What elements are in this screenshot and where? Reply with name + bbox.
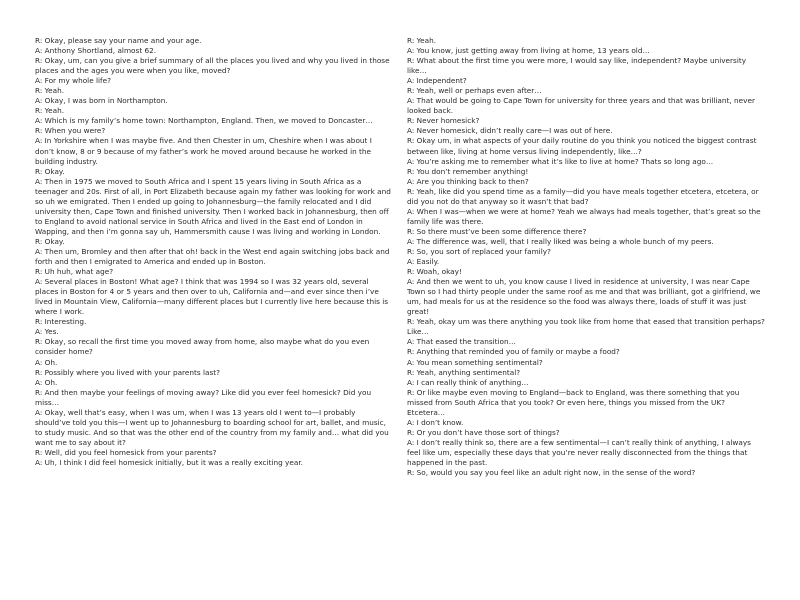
transcript-line: R: Okay. (35, 166, 65, 176)
transcript-line: A: I don’t really think so, there are a few sentimental—I can’t really think of anything, I always feel like um, especially these days that you’re never really disconnected from the things that happened in the past. (407, 437, 751, 467)
transcript-line: R: And then maybe your feelings of moving away? Like did you ever feel homesick? Did you miss… (35, 387, 372, 407)
transcript-line: R: Okay, um, can you give a brief summary of all the places you lived and why you lived in those places and the ages you were when you like, moved? (35, 56, 390, 76)
transcript-line: R: Yeah, like did you spend time as a family—did you have meals together etcetera, etcetera, or did you not do that anyway so it wasn’t that bad? (407, 186, 759, 206)
transcript-line: A: Okay, I was born in Northampton. (35, 96, 168, 106)
transcript-line: A: Independent? (407, 76, 467, 86)
transcript-line: A: That eased the transition… (407, 337, 516, 347)
transcript-line: A: Yes. (35, 327, 59, 337)
transcript-line: R: Yeah, well or perhaps even after… (407, 86, 542, 96)
transcript-line: R: Okay, please say your name and your age. (35, 36, 202, 45)
transcript-line: R: So, you sort of replaced your family? (407, 246, 551, 256)
transcript-line: R: Interesting. (35, 317, 87, 327)
transcript-line: A: Never homesick, didn’t really care—I was out of here. (407, 126, 613, 136)
transcript-line: R: So, would you say you feel like an adult right now, in the sense of the word? (407, 468, 696, 478)
transcript-line: R: Okay um, in what aspects of your daily routine do you think you noticed the biggest contrast between like, living at home versus living independently, like…? (407, 136, 757, 156)
transcript-line: R: Or like maybe even moving to England—back to England, was there something that you missed from South Africa that you took? Or even here, things you missed from the UK? Etcetera… (407, 387, 740, 417)
transcript-line: A: I don’t know. (407, 417, 464, 427)
transcript-line: R: Never homesick? (407, 116, 480, 126)
transcript-line: A: Which is my family’s home town: Northampton, England. Then, we moved to Doncaster… (35, 116, 373, 126)
transcript-line: A: Anthony Shortland, almost 62. (35, 46, 157, 56)
transcript-line: R: Or you don’t have those sort of things? (407, 427, 560, 437)
transcript-line: R: What about the first time you were more, I would say like, independent? Maybe university like… (407, 56, 747, 76)
transcript-line: R: You don’t remember anything! (407, 166, 529, 176)
transcript-line: R: So there must’ve been some difference there? (407, 226, 587, 236)
left-transcript-column (35, 36, 393, 468)
transcript-line: A: Oh. (35, 377, 58, 387)
transcript-line: A: In Yorkshire when I was maybe five. And then Chester in um, Cheshire when I was about I don’t know, 8 or 9 because of my father’s work he moved around because he worked in the building industry. (35, 136, 372, 166)
transcript-line: R: Possibly where you lived with your parents last? (35, 367, 221, 377)
transcript-line: A: You’re asking me to remember what it’s like to live at home? Thats so long ago… (407, 156, 714, 166)
transcript-line: R: When you were? (35, 126, 106, 136)
transcript-line: R: Woah, okay! (407, 267, 462, 277)
transcript-line: R: Well, did you feel homesick from your parents? (35, 447, 217, 457)
transcript-line: A: Easily. (407, 257, 440, 267)
transcript-line: R: Uh huh, what age? (35, 267, 114, 277)
transcript-line: A: Then um, Bromley and then after that oh! back in the West end again switching jobs back and forth and then I emigrated to America and ended up in Boston. (35, 246, 390, 267)
transcript-line: A: When I was—when we were at home? Yeah we always had meals together, that’s great so the family life was there. (407, 206, 761, 226)
transcript-line: R: Anything that reminded you of family or maybe a food? (407, 347, 620, 357)
transcript-line: R: Yeah, okay um was there anything you took like from home that eased that transition perhaps? Like… (407, 317, 765, 337)
transcript-line: A: For my whole life? (35, 76, 111, 86)
transcript-line: A: Then in 1975 we moved to South Africa and I spent 15 years living in South Africa as a teenager and 20s. First of all, in Port Elizabeth because again my father was looking for work and so uh we emigrated. Then I ended up going to Johannesburg—the family relocated and I did university then, Cape Town and finished university. Then I worked back in Johannesburg, then off to England to avoid national service in South Africa and lived in the East end of London in Wapping, and then i’m gonna say uh, Hammersmith cause I was living and working in London. (35, 176, 391, 236)
transcript-line: A: Oh. (35, 357, 58, 367)
transcript-line: A: I can really think of anything… (407, 377, 529, 387)
transcript-line: R: Okay. (35, 236, 65, 246)
transcript-line: A: Uh, I think I did feel homesick initially, but it was a really exciting year. (35, 457, 303, 467)
transcript-line: A: Okay, well that’s easy, when I was um, when I was 13 years old I went to—I probably should’ve told you this—I went up to Johannesburg to boarding school for art, ballet, and music, to study music. And so that was the other end of the country from my family and… what did you want me to say about it? (35, 407, 389, 447)
transcript-line: A: Are you thinking back to then? (407, 176, 529, 186)
right-transcript-column (407, 36, 765, 478)
transcript-line: A: Several places in Boston! What age? I think that was 1994 so I was 32 years old, several places in Boston for 4 or 5 years and then over to uh, California and—and ever since then i’ve lived in Mountain View, California—many different places but I currently live here because this is where I work. (35, 277, 389, 317)
transcript-line: R: Yeah. (35, 86, 65, 96)
transcript-line: R: Okay, so recall the first time you moved away from home, also maybe what do you even consider home? (35, 337, 370, 357)
transcript-line: A: That would be going to Cape Town for university for three years and that was brilliant, never looked back. (407, 96, 755, 116)
transcript-line: R: Yeah, anything sentimental? (407, 367, 521, 377)
transcript-line: R: Yeah. (35, 106, 65, 116)
transcript-line: R: Yeah. (407, 36, 437, 45)
transcript-line: A: You know, just getting away from living at home, 13 years old… (407, 46, 650, 56)
transcript-line: A: You mean something sentimental? (407, 357, 543, 367)
transcript-line: A: The difference was, well, that I really liked was being a whole bunch of my peers. (407, 236, 714, 246)
transcript-line: A: And then we went to uh, you know cause I lived in residence at university, I was near Cape Town so I had thirty people under the same roof as me and that was brilliant, got a girlfriend, we um, had meals for us at the residence so the food was always there, loads of stuff it was just great! (407, 277, 761, 317)
